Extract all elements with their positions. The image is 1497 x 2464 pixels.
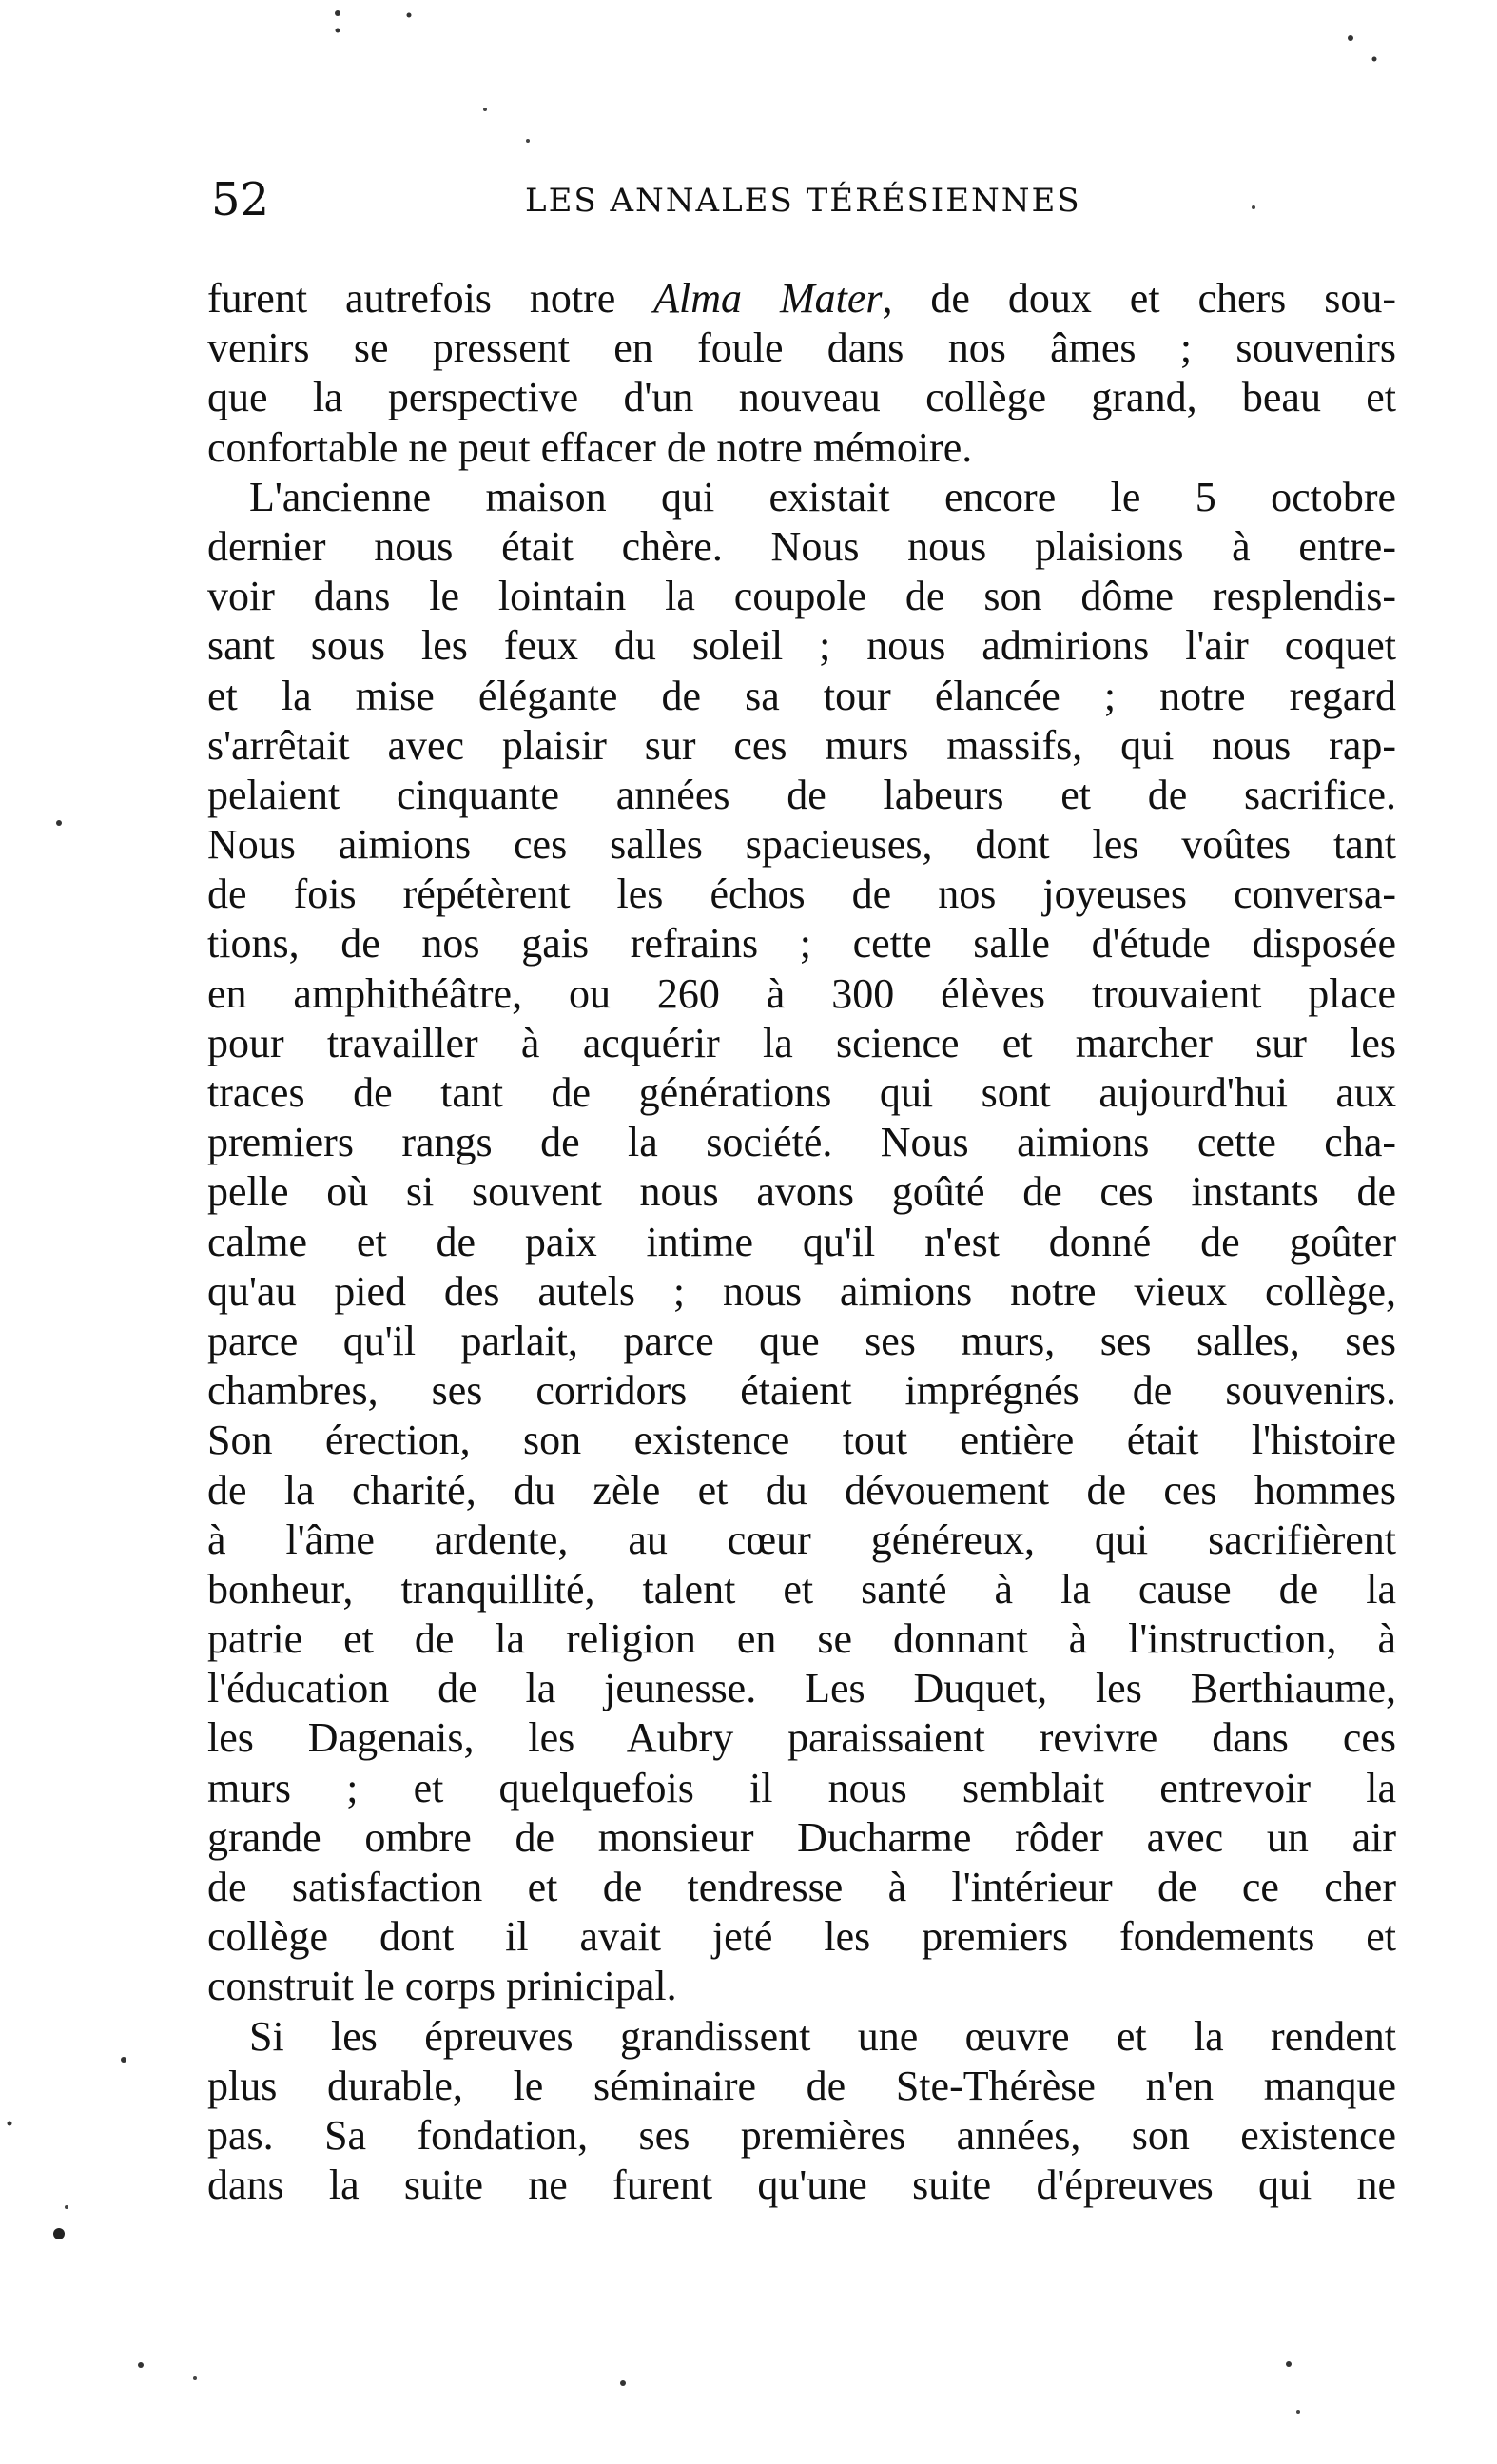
text-line: et la mise élégante de sa tour élancée ; notre regard bbox=[207, 672, 1396, 719]
text-line: plus durable, le séminaire de Ste-Thérèse n'en manque bbox=[207, 2062, 1396, 2109]
text-line: patrie et de la religion en se donnant à l'instruction, à bbox=[207, 1615, 1396, 1663]
text-line: premiers rangs de la société. Nous aimions cette cha- bbox=[207, 1119, 1396, 1166]
scan-speck bbox=[483, 108, 487, 111]
scan-speck bbox=[8, 2122, 12, 2126]
italic-phrase: Alma Mater bbox=[653, 275, 883, 322]
scan-speck bbox=[620, 2380, 626, 2386]
text-line: pas. Sa fondation, ses premières années, son existence bbox=[207, 2111, 1396, 2159]
text-line: de la charité, du zèle et du dévouement de ces hommes bbox=[207, 1466, 1396, 1514]
text-line: L'ancienne maison qui existait encore le 5 octobre bbox=[249, 473, 1396, 520]
text-line: de fois répétèrent les échos de nos joyeuses conversa- bbox=[207, 870, 1396, 918]
text-line: dans la suite ne furent qu'une suite d'épreuves qui ne bbox=[207, 2161, 1396, 2209]
text-line: voir dans le lointain la coupole de son dôme resplendis- bbox=[207, 573, 1396, 620]
text-line: dernier nous était chère. Nous nous plaisions à entre- bbox=[207, 522, 1396, 570]
text-line: Son érection, son existence tout entière était l'histoire bbox=[207, 1417, 1396, 1464]
text-line: murs ; et quelquefois il nous semblait entrevoir la bbox=[207, 1764, 1396, 1811]
text-line: bonheur, tranquillité, talent et santé à la cause de la bbox=[207, 1565, 1396, 1613]
text-line: sant sous les feux du soleil ; nous admirions l'air coquet bbox=[207, 622, 1396, 670]
text-line: venirs se pressent en foule dans nos âmes ; souvenirs bbox=[207, 324, 1396, 372]
text-line: à l'âme ardente, au cœur généreux, qui sacrifièrent bbox=[207, 1516, 1396, 1563]
text-line: s'arrêtait avec plaisir sur ces murs massifs, qui nous rap- bbox=[207, 721, 1396, 769]
scan-speck bbox=[53, 2228, 65, 2239]
text-line: l'éducation de la jeunesse. Les Duquet, les Berthiaume, bbox=[207, 1665, 1396, 1712]
scan-speck bbox=[526, 139, 530, 143]
text-line: les Dagenais, les Aubry paraissaient revivre dans ces bbox=[207, 1714, 1396, 1762]
scan-speck bbox=[335, 10, 340, 16]
text-line-post: , de doux et chers sou- bbox=[882, 275, 1396, 322]
page-number: 52 bbox=[211, 173, 270, 226]
text-line: en amphithéâtre, ou 260 à 300 élèves trouvaient place bbox=[207, 969, 1396, 1017]
scan-speck bbox=[138, 2362, 144, 2368]
text-line: grande ombre de monsieur Ducharme rôder avec un air bbox=[207, 1813, 1396, 1861]
scan-speck bbox=[65, 2205, 68, 2209]
scan-speck bbox=[1348, 35, 1353, 41]
text-line-pre: furent autrefois notre bbox=[207, 275, 654, 322]
text-line: pour travailler à acquérir la science et marcher sur les bbox=[207, 1019, 1396, 1066]
text-line: pelle où si souvent nous avons goûté de ces instants de bbox=[207, 1168, 1396, 1216]
scan-speck bbox=[336, 29, 340, 33]
scan-speck bbox=[1286, 2361, 1292, 2367]
scan-speck bbox=[1372, 57, 1377, 62]
text-line: que la perspective d'un nouveau collège grand, beau et bbox=[207, 374, 1396, 421]
scan-speck bbox=[1296, 2410, 1300, 2414]
body-text bbox=[207, 274, 1396, 2210]
text-line: calme et de paix intime qu'il n'est donné de goûter bbox=[207, 1218, 1396, 1265]
text-line: Si les épreuves grandissent une œuvre et la rendent bbox=[249, 2012, 1396, 2060]
text-line: collège dont il avait jeté les premiers fondements et bbox=[207, 1913, 1396, 1961]
running-title: LES ANNALES TÉRÉSIENNES bbox=[525, 182, 1081, 220]
page-header bbox=[211, 171, 1390, 238]
text-line: Nous aimions ces salles spacieuses, dont les voûtes tant bbox=[207, 821, 1396, 869]
scan-speck bbox=[56, 820, 62, 826]
scan-speck bbox=[121, 2057, 126, 2063]
text-line: parce qu'il parlait, parce que ses murs, ses salles, ses bbox=[207, 1317, 1396, 1364]
text-line: chambres, ses corridors étaient imprégnés de souvenirs. bbox=[207, 1367, 1396, 1415]
text-line: de satisfaction et de tendresse à l'intérieur de ce cher bbox=[207, 1864, 1396, 1910]
text-line: pelaient cinquante années de labeurs et de sacrifice. bbox=[207, 771, 1396, 818]
text-line bbox=[207, 274, 1396, 323]
text-line: confortable ne peut effacer de notre mémoire. bbox=[207, 423, 973, 471]
text-line: traces de tant de générations qui sont aujourd'hui aux bbox=[207, 1069, 1396, 1116]
scan-speck bbox=[407, 13, 412, 18]
scan-speck bbox=[193, 2376, 197, 2380]
text-line: construit le corps prinicipal. bbox=[207, 1963, 677, 2010]
text-line: qu'au pied des autels ; nous aimions notre vieux collège, bbox=[207, 1267, 1396, 1315]
text-line: tions, de nos gais refrains ; cette salle d'étude disposée bbox=[207, 920, 1396, 968]
